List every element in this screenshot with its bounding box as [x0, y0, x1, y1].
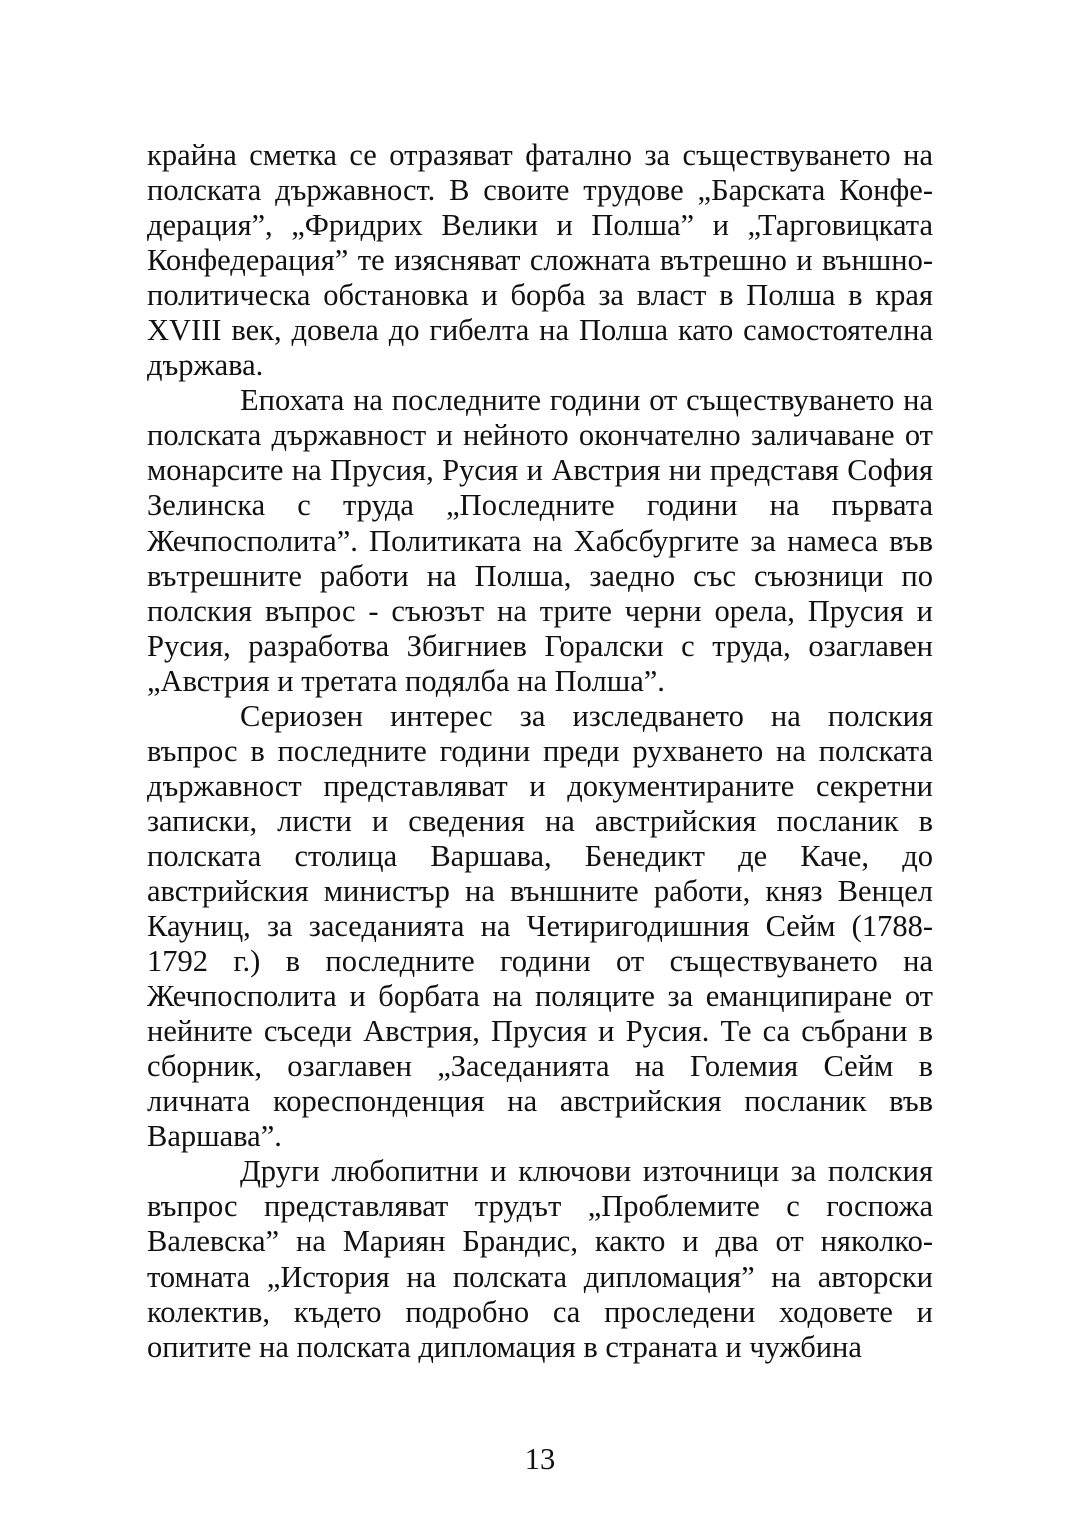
page-number: 13 — [524, 1442, 556, 1476]
paragraph-3: Сериозен интерес за изследването на полския въпрос в последните години преди рухването на полската държавност представляват и документираните секретни записки, листи и сведения на австрийския посланик в полската столица Варшава, Бенедикт де Каче, до австрийския министър на външните работи, княз Венцел Кауниц, за заседанията на Четиригодишния Сейм (1788-1792 г.) в последните години от съществуването на Жечпосполита и борбата на поляците за еманципиране от нейните съседи Австрия, Прусия и Русия. Те са събрани в сборник, озаглавен „Заседанията на Големия Сейм в личната кореспонденция на австрийския посланик във Варшава”. — [147, 698, 933, 1154]
paragraph-1: крайна сметка се отразяват фатално за съществуването на полската държавност. В своите трудове „Барската Конфедерация”, „Фридрих Велики и Полша” и „Тарговицката Конфедерация” те изясняват сложната вътрешно и външно-политическа обстановка и борба за власт в Полша в края XVIII век, довела до гибелта на Полша като самостоятелна държава. — [147, 138, 933, 383]
paragraph-2: Епохата на последните години от съществуването на полската държавност и нейното окончателно заличаване от монарсите на Прусия, Русия и Австрия ни представя София Зелинска с труда „Последните години на първата Жечпосполита”. Политиката на Хабсбургите за намеса във вътрешните работи на Полша, заедно със съюзници по полския въпрос - съюзът на трите черни орела, Прусия и Русия, разработва Збигниев Горалски с труда, озаглавен „Австрия и третата подялба на Полша”. — [147, 383, 933, 698]
body-text — [147, 138, 933, 1365]
paragraph-4: Други любопитни и ключови източници за полския въпрос представляват трудът „Проблемите с госпожа Валевска” на Мариян Брандис, както и два от няколкотомната „История на полската дипломация” на авторски колектив, където подробно са проследени ходовете и опитите на полската дипломация в страната и чужбина — [147, 1154, 933, 1364]
